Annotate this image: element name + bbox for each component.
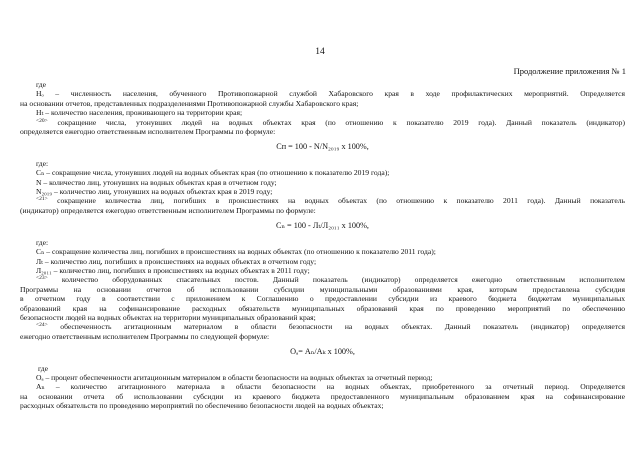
line-text: Программы на основании отчетов об использовании субсидии муниципальными образованиями края, которым предоставлена субсидия bbox=[20, 284, 625, 294]
footnote-marker: <24> bbox=[36, 322, 48, 329]
line-text: безопасности людей на водных объектах на территории муниципальных образований края; bbox=[20, 312, 316, 322]
formula: Сп = 100 - N/N₂₀₁₉ x 100%, bbox=[276, 142, 369, 152]
text-line bbox=[20, 196, 625, 205]
text-line bbox=[20, 178, 625, 187]
line-text: Оₐ – процент обеспеченности агитационным материалом в области безопасности на водных объектах за отчетный период; bbox=[36, 372, 433, 382]
text-line bbox=[20, 127, 625, 136]
text-line bbox=[20, 266, 625, 275]
line-text: N₂₀₁₉ – количество лиц, утонувших на водных объектах края в 2019 году; bbox=[36, 187, 273, 197]
text-line bbox=[20, 373, 625, 382]
line-text: в отчетном году в соответствии с приложением к Соглашению о предоставлении субсидии из краевого бюджета бюджетам муниципальных bbox=[20, 294, 625, 304]
text-line bbox=[20, 304, 625, 313]
text-line bbox=[20, 401, 625, 410]
line-text: Аₙ – количество агитационного материала в области безопасности на водных объектах, приобретенного за отчетный период. Определяется bbox=[36, 382, 625, 392]
text-line bbox=[20, 89, 625, 98]
text-line bbox=[20, 364, 625, 373]
text-line bbox=[20, 285, 625, 294]
document-body bbox=[20, 80, 625, 411]
text-line bbox=[20, 275, 625, 284]
line-text: обеспеченность агитационным материалом в области безопасности на водных объектах. Данный показатель (индикатор) определяется bbox=[47, 322, 625, 332]
appendix-continuation-label: Продолжение приложения № 1 bbox=[513, 66, 626, 76]
line-text: где bbox=[38, 363, 48, 373]
formula: Сₙ = 100 - Лₜ/Л₂₀₁₁ x 100%, bbox=[276, 221, 369, 231]
text-line bbox=[20, 108, 625, 117]
line-text: сокращение количества лиц, погибших в происшествиях на водных объектах (по отношению к показателю 2011 года). Данный показатель bbox=[47, 196, 625, 206]
text-line bbox=[20, 332, 625, 341]
text-line bbox=[20, 206, 625, 215]
text-line bbox=[20, 382, 625, 391]
line-text: Лₜ – количество лиц, погибших в происшествиях на водных объектах в отчетном году; bbox=[36, 256, 317, 266]
line-text: Л₂₀₁₁ – количество лиц, погибших в происшествиях на водных объектах в 2011 году; bbox=[36, 265, 310, 275]
line-text: Сₙ – сокращение количества лиц, погибших в происшествиях на водных объектах (по отношению к показателю 2011 года); bbox=[36, 247, 436, 257]
footnote-marker: <21> bbox=[36, 196, 48, 203]
line-text: определяется ежегодно ответственным исполнителем Программы по формуле: bbox=[20, 127, 276, 137]
line-text: количество оборудованных спасательных постов. Данный показатель (индикатор) определяется ежегодно ответственным исполнителем bbox=[47, 275, 625, 285]
text-line bbox=[20, 238, 625, 247]
footnote-marker: <23> bbox=[36, 275, 48, 282]
line-text: образований края на софинансирование расходных обязательств муниципальных образований края по проведению мероприятий по обеспечению bbox=[20, 303, 625, 313]
line-text: где bbox=[36, 80, 46, 89]
text-line bbox=[20, 247, 625, 256]
text-line bbox=[20, 159, 625, 168]
line-text: Нₒ – численность населения, обученного Противопожарной службой Хабаровского края в ходе профилактических мероприятий. Определяется bbox=[36, 89, 625, 99]
line-text: Нₜ – количество населения, проживающего на территории края; bbox=[36, 108, 243, 118]
text-line bbox=[20, 257, 625, 266]
text-line bbox=[20, 99, 625, 108]
formula: Оₐ= Аₙ/Аₖ x 100%, bbox=[290, 347, 355, 357]
text-line bbox=[20, 294, 625, 303]
text-line bbox=[20, 187, 625, 196]
line-text: где: bbox=[36, 158, 49, 168]
text-line bbox=[20, 168, 625, 177]
page-number: 14 bbox=[315, 47, 325, 57]
line-text: Сₙ – сокращение числа, утонувших людей на водных объектах края (по отношению к показателю 2019 года); bbox=[36, 168, 390, 178]
text-line bbox=[20, 313, 625, 322]
text-line bbox=[20, 392, 625, 401]
line-text: (индикатор) определяется ежегодно ответственным исполнителем Программы по формуле: bbox=[20, 205, 316, 215]
line-text: сокращение числа, утонувших людей на водных объектах края (по отношению к показателю 2019 года). Данный показатель (индикатор) bbox=[47, 117, 625, 127]
text-line bbox=[20, 80, 625, 89]
text-line bbox=[20, 118, 625, 127]
footnote-marker: <20> bbox=[36, 117, 48, 124]
line-text: на основании отчетов, представленных подразделениями Противопожарной службы Хабаровского края; bbox=[20, 98, 359, 108]
line-text: расходных обязательств по проведению мероприятий по обеспечению безопасности людей на водных объектах; bbox=[20, 401, 384, 411]
text-line bbox=[20, 322, 625, 331]
line-text: N – количество лиц, утонувших на водных объектах края в отчетном году; bbox=[36, 177, 277, 187]
line-text: на основании отчета об использовании субсидии из краевого бюджета предоставленного муниципальным образованием края на софинансирование bbox=[20, 391, 625, 401]
line-text: где: bbox=[36, 237, 49, 247]
line-text: ежегодно ответственным исполнителем Программы по следующей формуле: bbox=[20, 331, 270, 341]
